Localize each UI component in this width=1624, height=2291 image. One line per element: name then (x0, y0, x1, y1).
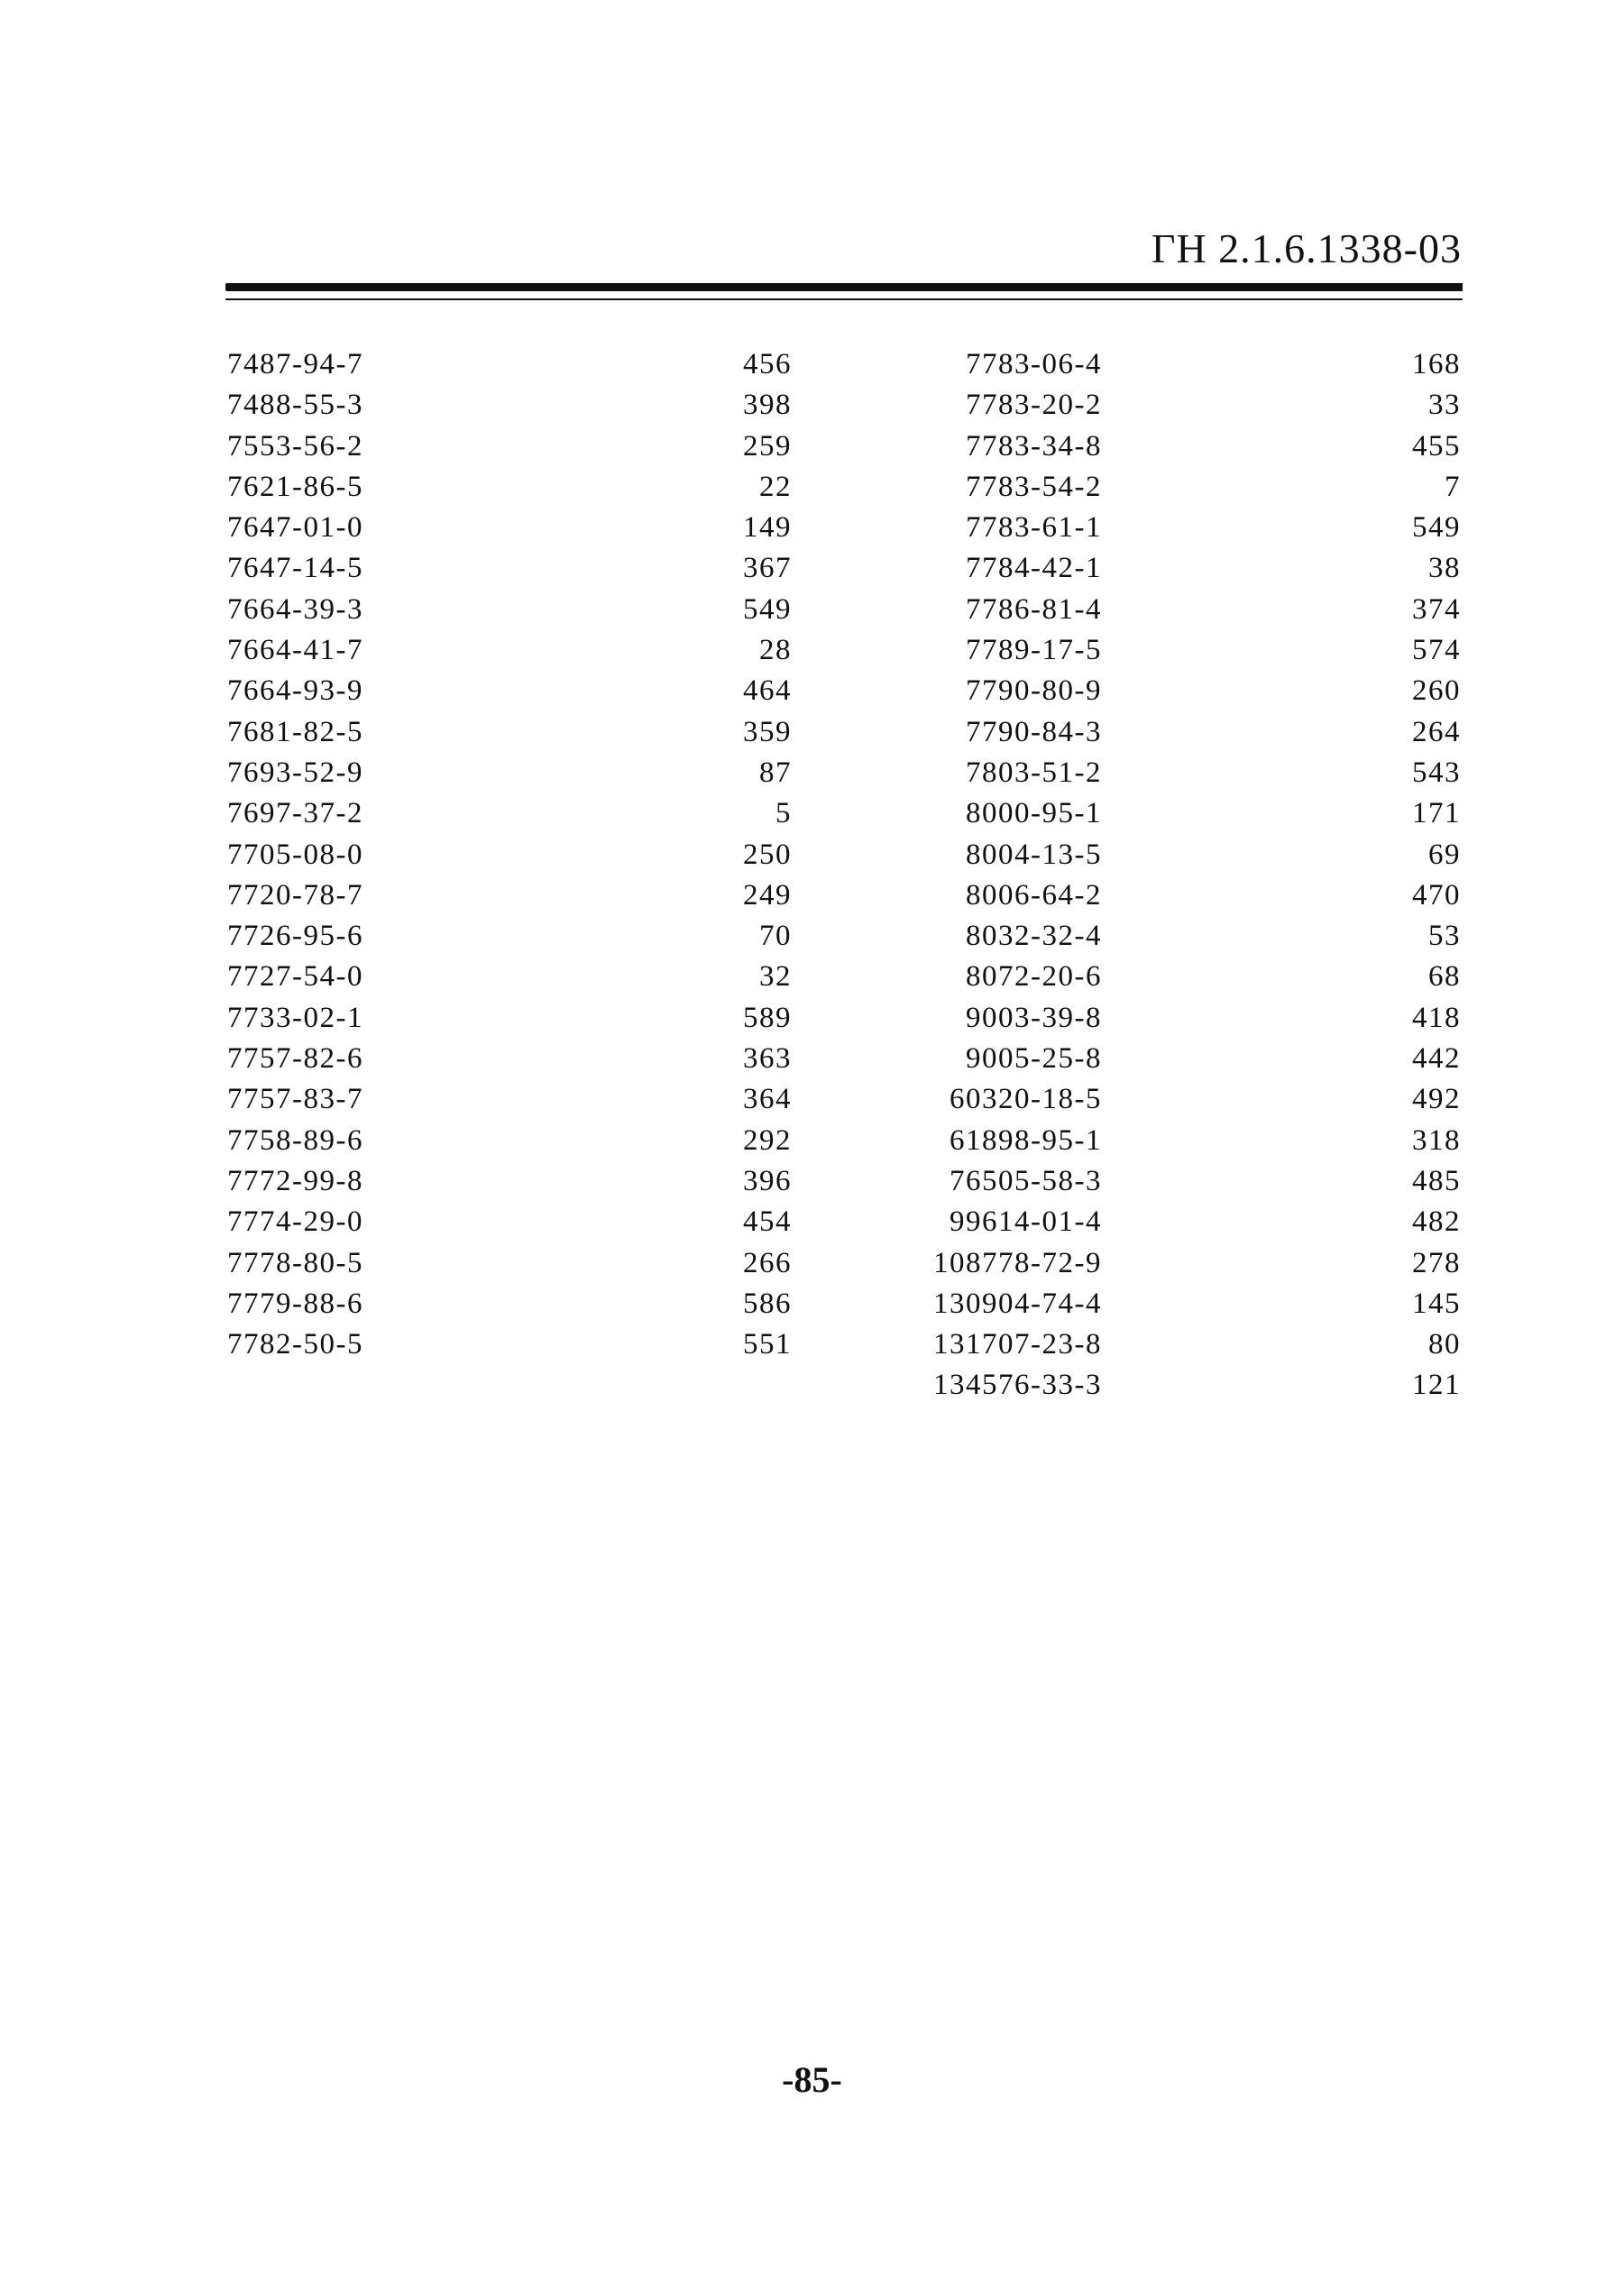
cas-number: 7553-56-2 (227, 429, 363, 463)
table-row (875, 875, 1461, 916)
table-row (227, 835, 792, 875)
substance-index: 586 (743, 1287, 792, 1320)
substance-index: 70 (759, 920, 792, 953)
table-row (875, 916, 1461, 957)
cas-number: 7647-14-5 (227, 552, 363, 585)
substance-index: 168 (1412, 348, 1461, 380)
table-row (875, 1284, 1461, 1324)
table-row (875, 385, 1461, 426)
table-row (227, 467, 792, 508)
cas-number: 9005-25-8 (966, 1042, 1102, 1076)
table-row (227, 671, 792, 711)
cas-number: 7803-51-2 (966, 756, 1102, 789)
table-row (875, 590, 1461, 630)
substance-index: 266 (743, 1246, 792, 1279)
table-row (227, 998, 792, 1039)
cas-number: 7783-61-1 (966, 511, 1102, 545)
cas-number: 7681-82-5 (227, 715, 363, 748)
table-row (227, 385, 792, 426)
substance-index: 398 (743, 389, 792, 422)
cas-number: 8000-95-1 (966, 797, 1102, 830)
cas-number: 7790-80-9 (966, 674, 1102, 708)
table-row (875, 998, 1461, 1039)
header-rule-thin (225, 298, 1463, 300)
substance-index: 549 (1412, 511, 1461, 545)
substance-index: 456 (743, 348, 792, 380)
substance-index: 249 (743, 878, 792, 912)
cas-number: 7774-29-0 (227, 1205, 363, 1239)
substance-index: 396 (743, 1164, 792, 1197)
cas-number: 7647-01-0 (227, 511, 363, 545)
cas-number: 130904-74-4 (933, 1287, 1102, 1320)
substance-index: 551 (743, 1328, 792, 1361)
substance-index: 28 (759, 634, 792, 667)
table-row (227, 916, 792, 957)
cas-number: 8032-32-4 (966, 920, 1102, 953)
table-row (875, 793, 1461, 834)
cas-number: 131707-23-8 (933, 1328, 1102, 1361)
substance-index: 87 (759, 756, 792, 789)
substance-index: 589 (743, 1001, 792, 1034)
table-row (227, 875, 792, 916)
table-row (227, 426, 792, 467)
substance-index: 250 (743, 838, 792, 871)
cas-number: 8072-20-6 (966, 960, 1102, 994)
page-number: -85- (782, 2059, 842, 2100)
table-row (227, 1039, 792, 1079)
table-row (875, 630, 1461, 671)
substance-index: 145 (1412, 1287, 1461, 1320)
substance-index: 470 (1412, 878, 1461, 912)
substance-index: 374 (1412, 592, 1461, 626)
table-row (227, 1121, 792, 1161)
table-row (875, 1121, 1461, 1161)
cas-number: 7757-83-7 (227, 1083, 363, 1116)
cas-number: 7758-89-6 (227, 1123, 363, 1157)
cas-number: 7783-54-2 (966, 470, 1102, 503)
substance-index: 464 (743, 674, 792, 708)
cas-number: 7488-55-3 (227, 389, 363, 422)
substance-index: 318 (1412, 1123, 1461, 1157)
substance-index: 359 (743, 715, 792, 748)
cas-number: 7487-94-7 (227, 348, 363, 380)
cas-number: 7784-42-1 (966, 552, 1102, 585)
substance-index: 278 (1412, 1246, 1461, 1279)
substance-index: 482 (1412, 1205, 1461, 1239)
substance-index: 5 (775, 797, 792, 830)
substance-index: 418 (1412, 1001, 1461, 1034)
table-row (227, 1079, 792, 1120)
substance-index: 364 (743, 1083, 792, 1116)
cas-number: 7783-06-4 (966, 348, 1102, 380)
table-row (875, 1365, 1461, 1406)
substance-index: 543 (1412, 756, 1461, 789)
cas-number: 8006-64-2 (966, 878, 1102, 912)
cas-number: 7693-52-9 (227, 756, 363, 789)
table-column-right (875, 344, 1461, 1407)
substance-index: 33 (1428, 389, 1461, 422)
cas-number: 7782-50-5 (227, 1328, 363, 1361)
table-row (875, 467, 1461, 508)
table-row (875, 671, 1461, 711)
cas-number: 8004-13-5 (966, 838, 1102, 871)
document-code: ГН 2.1.6.1338-03 (1151, 225, 1462, 271)
table-row (227, 753, 792, 793)
cas-number: 7779-88-6 (227, 1287, 363, 1320)
substance-index: 171 (1412, 797, 1461, 830)
cas-number: 7733-02-1 (227, 1001, 363, 1034)
cas-number: 7621-86-5 (227, 470, 363, 503)
substance-index: 485 (1412, 1164, 1461, 1197)
table-row (875, 548, 1461, 589)
table-row (875, 1039, 1461, 1079)
table-row (227, 793, 792, 834)
substance-index: 32 (759, 960, 792, 994)
table-row (227, 1202, 792, 1242)
table-row (875, 1161, 1461, 1202)
substance-index: 259 (743, 429, 792, 463)
table-row (875, 712, 1461, 753)
header-rule-thick (225, 283, 1463, 291)
cas-number: 76505-58-3 (950, 1164, 1102, 1197)
cas-number: 7783-20-2 (966, 389, 1102, 422)
table-row (875, 1324, 1461, 1365)
substance-index: 121 (1412, 1369, 1461, 1402)
substance-index: 264 (1412, 715, 1461, 748)
cas-number: 7790-84-3 (966, 715, 1102, 748)
substance-index: 442 (1412, 1042, 1461, 1076)
table-row (227, 1284, 792, 1324)
cas-number: 60320-18-5 (950, 1083, 1102, 1116)
substance-index: 363 (743, 1042, 792, 1076)
table-row (227, 344, 792, 385)
cas-number: 7720-78-7 (227, 878, 363, 912)
cas-number: 7727-54-0 (227, 960, 363, 994)
table-row (227, 957, 792, 997)
table-row (875, 1079, 1461, 1120)
table-row (227, 712, 792, 753)
cas-number: 9003-39-8 (966, 1001, 1102, 1034)
substance-index: 53 (1428, 920, 1461, 953)
cas-number: 7778-80-5 (227, 1246, 363, 1279)
table-row (227, 548, 792, 589)
substance-index: 455 (1412, 429, 1461, 463)
cas-number: 7783-34-8 (966, 429, 1102, 463)
table-row (875, 835, 1461, 875)
substance-index: 69 (1428, 838, 1461, 871)
cas-number: 7772-99-8 (227, 1164, 363, 1197)
cas-number: 7705-08-0 (227, 838, 363, 871)
substance-index: 367 (743, 552, 792, 585)
cas-number: 7786-81-4 (966, 592, 1102, 626)
cas-number: 7664-93-9 (227, 674, 363, 708)
cas-number: 7697-37-2 (227, 797, 363, 830)
substance-index: 7 (1445, 470, 1461, 503)
table-row (227, 508, 792, 548)
table-row (875, 753, 1461, 793)
cas-number: 7726-95-6 (227, 920, 363, 953)
cas-number: 7757-82-6 (227, 1042, 363, 1076)
substance-index: 574 (1412, 634, 1461, 667)
substance-index: 22 (759, 470, 792, 503)
substance-index: 149 (743, 511, 792, 545)
substance-index: 38 (1428, 552, 1461, 585)
substance-index: 68 (1428, 960, 1461, 994)
cas-number: 7664-39-3 (227, 592, 363, 626)
cas-number: 108778-72-9 (933, 1246, 1102, 1279)
table-column-left (227, 344, 792, 1365)
cas-number: 61898-95-1 (950, 1123, 1102, 1157)
substance-index: 260 (1412, 674, 1461, 708)
substance-index: 292 (743, 1123, 792, 1157)
cas-number: 7664-41-7 (227, 634, 363, 667)
table-row (875, 1202, 1461, 1242)
table-row (227, 630, 792, 671)
table-row (227, 1324, 792, 1365)
cas-number: 7789-17-5 (966, 634, 1102, 667)
table-row (227, 590, 792, 630)
substance-index: 454 (743, 1205, 792, 1239)
table-row (875, 426, 1461, 467)
substance-index: 492 (1412, 1083, 1461, 1116)
cas-number: 134576-33-3 (933, 1369, 1102, 1402)
table-row (875, 1243, 1461, 1284)
substance-index: 80 (1428, 1328, 1461, 1361)
table-row (875, 344, 1461, 385)
table-row (227, 1161, 792, 1202)
cas-number: 99614-01-4 (950, 1205, 1102, 1239)
table-row (875, 957, 1461, 997)
substance-index: 549 (743, 592, 792, 626)
table-row (227, 1243, 792, 1284)
table-row (875, 508, 1461, 548)
